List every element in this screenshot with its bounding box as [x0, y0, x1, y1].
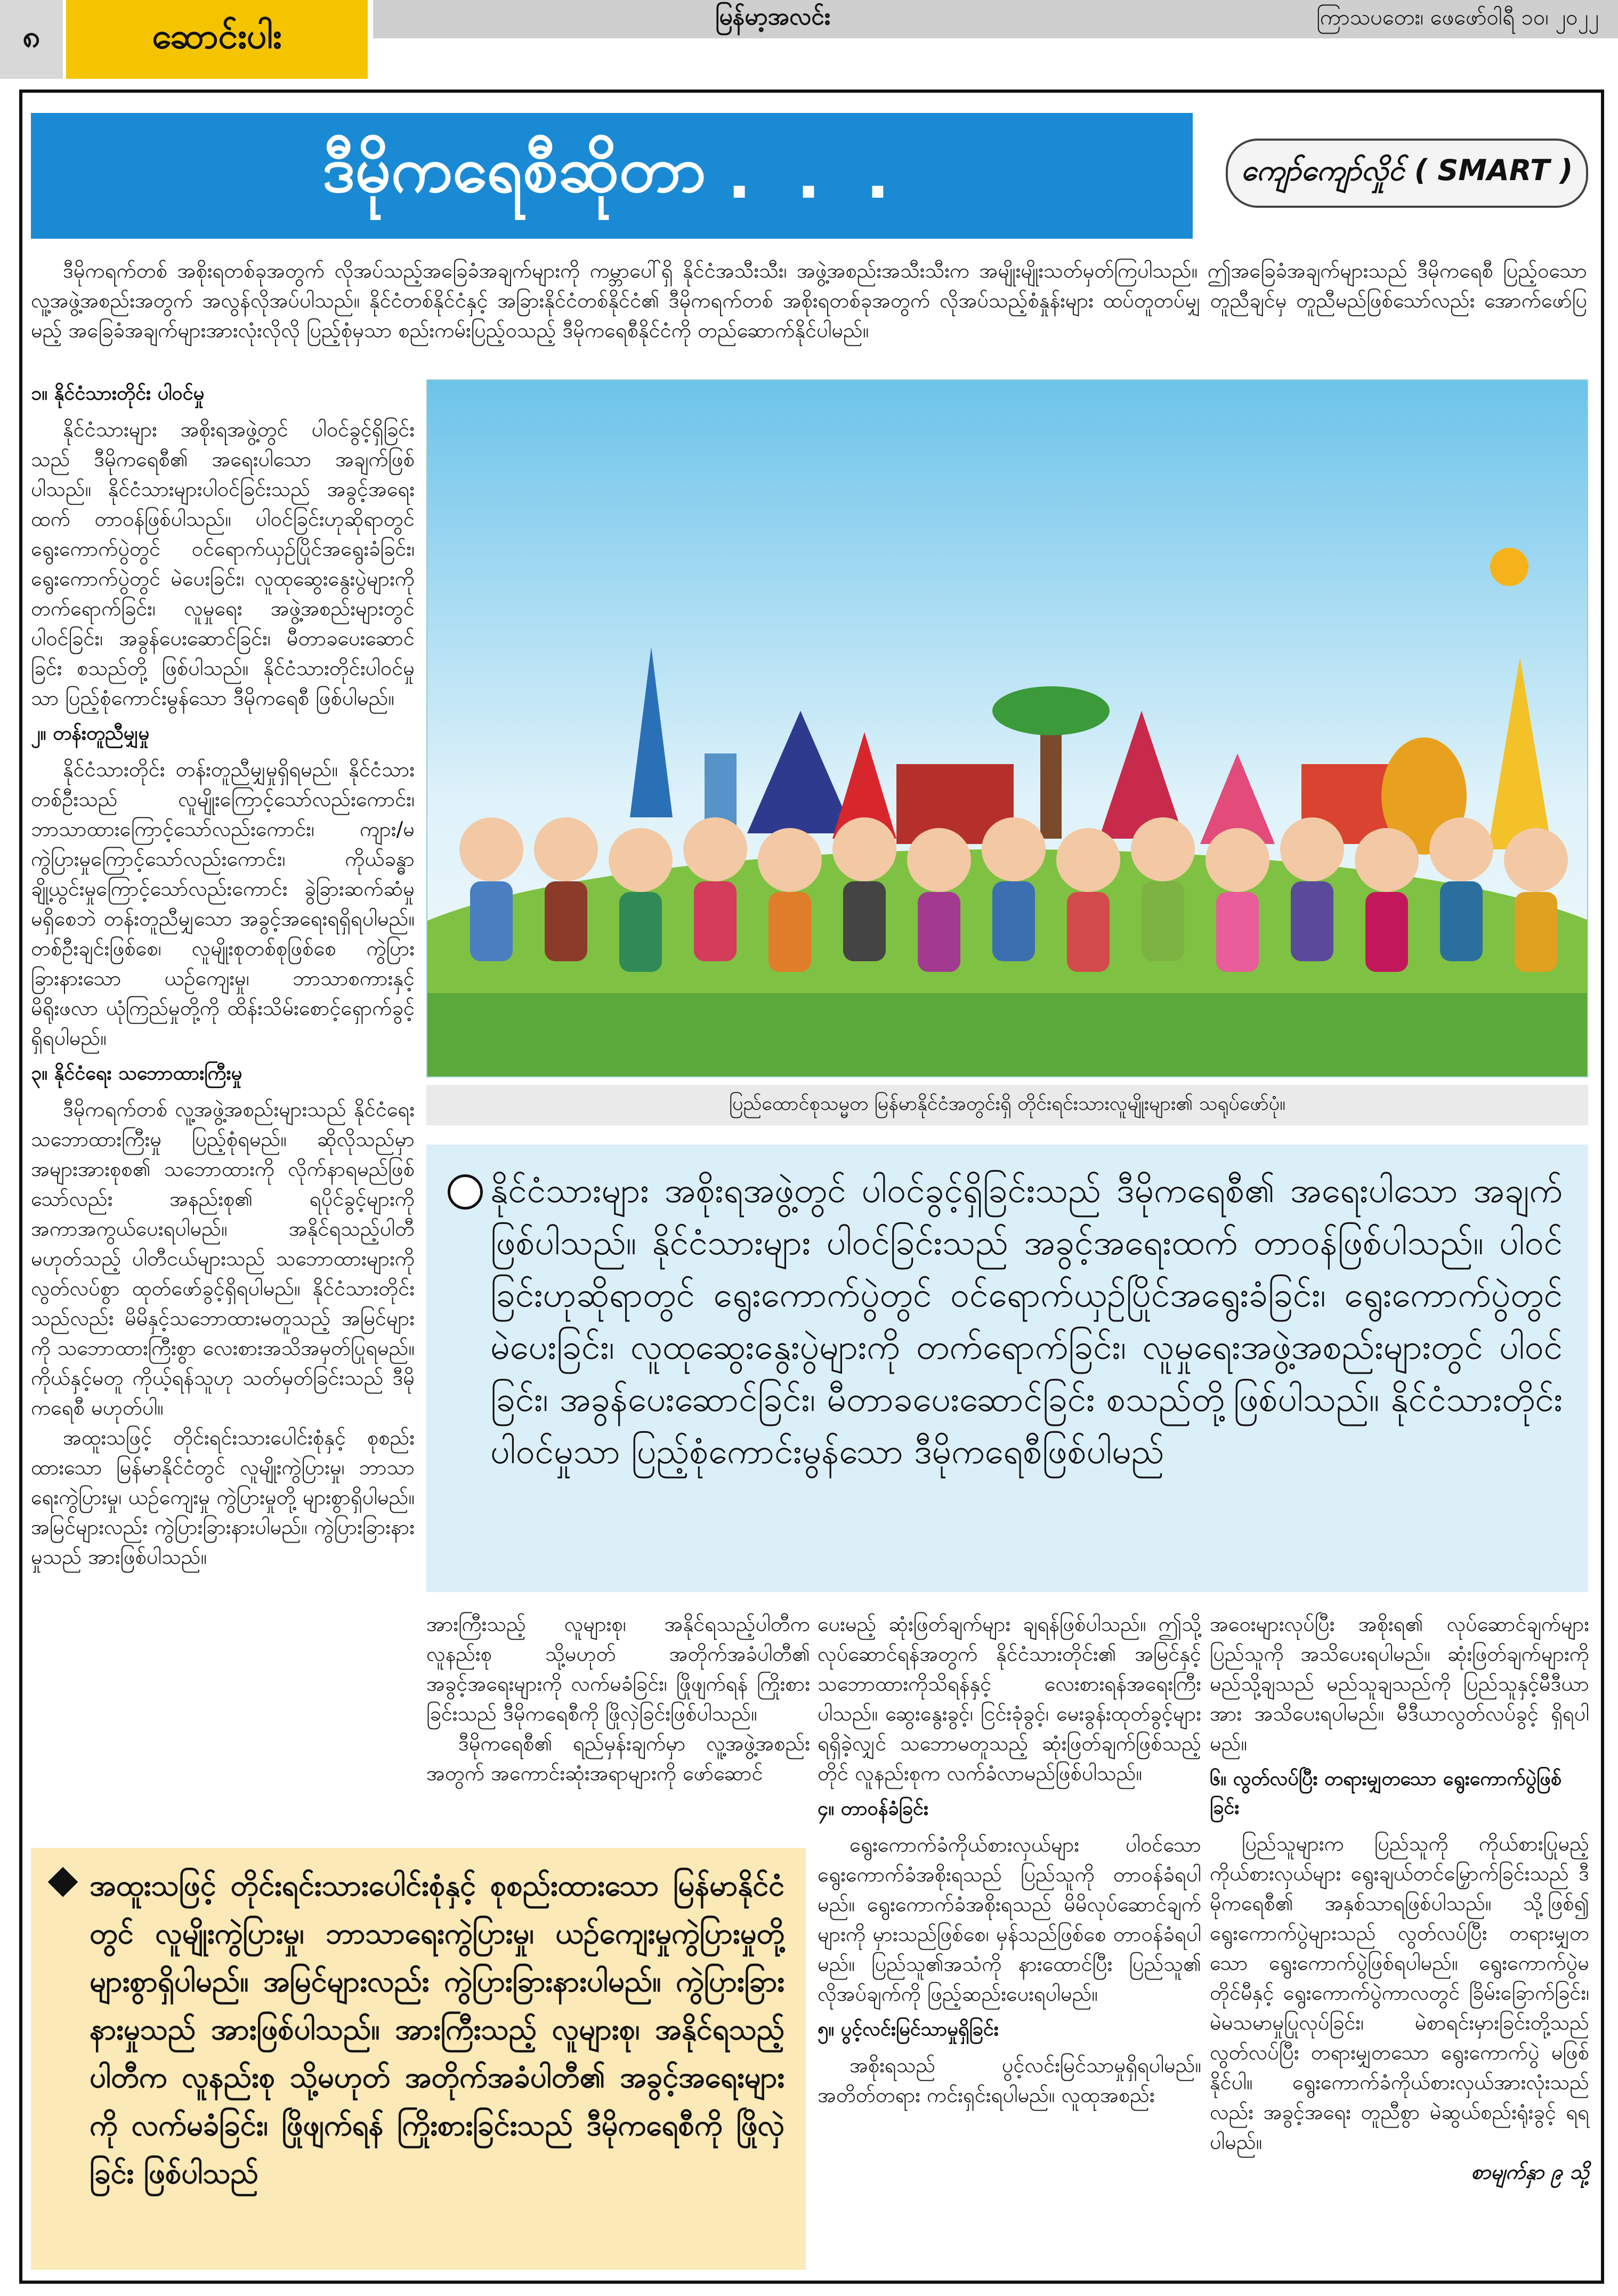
section-4-body: ရွေးကောက်ခံကိုယ်စားလှယ်များ ပါဝင်သော ရွေးကောက်ခံအစိုးရသည် ပြည်သူကို တာဝန်ခံရပါမည်။ ရွေးကောက်ခံအစိုးရသည် မိမိလုပ်ဆောင်ချက်များကို မှားသည်ဖြစ်စေ၊ မှန်သည်ဖြစ်စေ တာဝန်ခံရပါမည်။ ပြည်သူ၏အသံကို နားထောင်ပြီး ပြည်သူ၏ လိုအပ်ချက်ကို ဖြည့်ဆည်းပေးရပါမည်။ [818, 1833, 1201, 2006]
ethnic-groups-illustration [426, 379, 1588, 1077]
pull-quote-1 [426, 1145, 1588, 1592]
sun-icon [1490, 548, 1528, 586]
intro-paragraph: ဒီမိုကရက်တစ် အစိုးရတစ်ခုအတွက် လိုအပ်သည့်အခြေခံအချက်များကို ကမ္ဘာပေါ်ရှိ နိုင်ငံအသီးသီး၊ အဖွဲ့အစည်းအသီးသီးက အမျိုးမျိုးသတ်မှတ်ကြပါသည်။ ဤအခြေခံအချက်များသည် ဒီမိုကရေစီ ပြည့်ဝသော လူ့အဖွဲ့အစည်းအတွက် အလွန်လိုအပ်ပါသည်။ နိုင်ငံတစ်နိုင်ငံနှင့် အခြားနိုင်ငံတစ်နိုင်ငံ၏ ဒီမိုကရက်တစ် အစိုးရတစ်ခုအတွက် လိုအပ်သည့်စံနှုန်းများ ထပ်တူတပ်မျှ တူညီချင်မှ တူညီမည်ဖြစ်သော်လည်း အောက်ဖော်ပြမည့် အခြေခံအချက်များအားလုံးလိုလို ပြည့်စုံမှသာ စည်းကမ်းပြည့်ဝသည့် ဒီမိုကရေစီနိုင်ငံကို တည်ဆောက်နိုင်ပါမည်။ [31, 259, 1587, 342]
column-2-text: အားကြီးသည့် လူများစု၊ အနိုင်ရသည့်ပါတီက လူနည်းစု သို့မဟုတ် အတိုက်အခံပါတီ၏ အခွင့်အရေးများကို လက်မခံခြင်း၊ ဖြိုဖျက်ရန် ကြိုးစားခြင်းသည် ဒီမိုကရေစီကို ဖြိုလှဲခြင်းဖြစ်ပါသည်။ [426, 1612, 810, 1725]
section-2-heading: ၂။ တန်းတူညီမျှမှု [31, 723, 150, 744]
section-tag: ဆောင်းပါး [66, 0, 368, 79]
pull-quote-2-text: အထူးသဖြင့် တိုင်းရင်းသားပေါင်းစုံနှင့် စုစည်းထားသော မြန်မာနိုင်ငံတွင် လူမျိုးကွဲပြားမှု၊ ဘာသာရေးကွဲပြားမှု၊ ယဉ်ကျေးမှုကွဲပြားမှုတို့ များစွာရှိပါမည်။ အမြင်များလည်း ကွဲပြားခြားနားပါမည်။ ကွဲပြားခြားနားမှုသည် အားဖြစ်ပါသည်။ အားကြီးသည့် လူများစု၊ အနိုင်ရသည့် ပါတီက လူနည်းစု သို့မဟုတ် အတိုက်အခံပါတီ၏ အခွင့်အရေးများကို လက်မခံခြင်း၊ ဖြိုဖျက်ရန် ကြိုးစားခြင်းသည် ဒီမိုကရေစီကို ဖြိုလှဲခြင်း ဖြစ်ပါသည် [90, 1869, 784, 2190]
circle-bullet-icon [448, 1174, 483, 1210]
pull-quote-1-text: နိုင်ငံသားများ အစိုးရအဖွဲ့တွင် ပါဝင်ခွင့်ရှိခြင်းသည် ဒီမိုကရေစီ၏ အရေးပါသော အချက်ဖြစ်ပါသည်။ နိုင်ငံသားများ ပါဝင်ခြင်းသည် အခွင့်အရေးထက် တာဝန်ဖြစ်ပါသည်။ ပါဝင်ခြင်းဟုဆိုရာတွင် ရွေးကောက်ပွဲတွင် ဝင်ရောက်ယှဉ်ပြိုင်အရွေးခံခြင်း၊ ရွေးကောက်ပွဲတွင် မဲပေးခြင်း၊ လူထုဆွေးနွေးပွဲများကို တက်ရောက်ခြင်း၊ လူမှုရေးအဖွဲ့အစည်းများတွင် ပါဝင်ခြင်း၊ အခွန်ပေးဆောင်ခြင်း၊ မီတာခပေးဆောင်ခြင်း စသည်တို့ဖြစ်ပါသည်။ နိုင်ငံသားတိုင်းပါဝင်မှုသာ ပြည့်စုံကောင်းမွန်သော ဒီမိုကရေစီဖြစ်ပါမည် [490, 1171, 1563, 1472]
section-3-body: ဒီမိုကရက်တစ် လူ့အဖွဲ့အစည်းများသည် နိုင်ငံရေး သဘောထားကြီးမှု ပြည့်စုံရမည်။ ဆိုလိုသည်မှာ အများအားစုစ၏ သဘောထားကို လိုက်နာရမည်ဖြစ်သော်လည်း အနည်းစု၏ ရပိုင်ခွင့်များကို အကာအကွယ်ပေးရပါမည်။ အနိုင်ရသည့်ပါတီ မဟုတ်သည့် ပါတီငယ်များသည် သဘောထားများကို လွတ်လပ်စွာ ထုတ်ဖော်ခွင့်ရှိရပါမည်။ နိုင်ငံသားတိုင်းသည်လည်း မိမိနှင့်သဘောထားမတူသည့် အမြင်များကို သဘောထားကြီးစွာ လေးစားအသိအမှတ်ပြုရမည်။ ကိုယ်နှင့်မတူ ကိုယ့်ရန်သူဟု သတ်မှတ်ခြင်းသည် ဒီမိုကရေစီ မဟုတ်ပါ။ [31, 1098, 415, 1419]
pull-quote-2 [31, 1848, 806, 2270]
section-2-body: နိုင်ငံသားတိုင်း တန်းတူညီမျှမှုရှိရမည်။ နိုင်ငံသားတစ်ဦးသည် လူမျိုးကြောင့်သော်လည်းကောင်း၊ ဘာသာထားကြောင့်သော်လည်းကောင်း၊ ကျား/မ ကွဲပြားမှုကြောင့်သော်လည်းကောင်း၊ ကိုယ်ခန္ဓာ ချို့ယွင်းမှုကြောင့်သော်လည်းကောင်း ခွဲခြားဆက်ဆံမှုမရှိစေဘဲ တန်းတူညီမျှသော အခွင့်အရေးရရှိရပါမည်။ တစ်ဦးချင်းဖြစ်စေ၊ လူမျိုးစုတစ်စုဖြစ်စေ ကွဲပြားခြားနားသော ယဉ်ကျေးမှု၊ ဘာသာစကားနှင့် မိရိုးဖလာ ယုံကြည်မှုတို့ကို ထိန်းသိမ်းစောင့်ရှောက်ခွင့်ရှိရပါမည်။ [31, 758, 415, 1050]
section-1-body: နိုင်ငံသားများ အစိုးရအဖွဲ့တွင် ပါဝင်ခွင့်ရှိခြင်းသည် ဒီမိုကရေစီ၏ အရေးပါသော အချက်ဖြစ်ပါသည်။ နိုင်ငံသားများပါဝင်ခြင်းသည် အခွင့်အရေးထက် တာဝန်ဖြစ်ပါသည်။ ပါဝင်ခြင်းဟုဆိုရာတွင် ရွေးကောက်ပွဲတွင် ဝင်ရောက်ယှဉ်ပြိုင်အရွေးခံခြင်း၊ ရွေးကောက်ပွဲတွင် မဲပေးခြင်း၊ လူထုဆွေးနွေးပွဲများကို တက်ရောက်ခြင်း၊ လူမှုရေး အဖွဲ့အစည်းများတွင် ပါဝင်ခြင်း၊ အခွန်ပေးဆောင်ခြင်း၊ မီတာခပေးဆောင်ခြင်း စသည်တို့ ဖြစ်ပါသည်။ နိုင်ငံသားတိုင်းပါဝင်မှုသာ ပြည့်စုံကောင်းမွန်သော ဒီမိုကရေစီ ဖြစ်ပါမည်။ [31, 418, 415, 710]
section-4-heading: ၄။ တာဝန်ခံခြင်း [818, 1798, 929, 1820]
continued-note: စာမျက်နှာ ၉ သို့ [1471, 2160, 1589, 2184]
article-title [31, 113, 1193, 239]
palm-trunk [1040, 721, 1062, 839]
section-6-heading: ၆။ လွတ်လပ်ပြီး တရားမျှတသော ရွေးကောက်ပွဲဖြစ်ခြင်း [1210, 1768, 1562, 1819]
section-1-heading: ၁။ နိုင်ငံသားတိုင်း ပါဝင်မှု [31, 383, 205, 404]
page-number: ၈ [0, 0, 63, 79]
section-3-body-continued: အထူးသဖြင့် တိုင်းရင်းသားပေါင်းစုံနှင့် စုစည်းထားသော မြန်မာနိုင်ငံတွင် လူမျိုးကွဲပြားမှု၊ ဘာသာရေးကွဲပြားမှု၊ ယဉ်ကျေးမှု ကွဲပြားမှုတို့ များစွာရှိပါမည်။ အမြင်များလည်း ကွဲပြားခြားနားပါမည်။ ကွဲပြားခြားနားမှုသည် အားဖြစ်ပါသည်။ [31, 1426, 415, 1569]
author-byline: ကျော်ကျော်လှိုင် ( SMART ) [1226, 139, 1588, 208]
photo-caption: ပြည်ထောင်စုသမ္မတ မြန်မာနိုင်ငံအတွင်းရှိ တိုင်းရင်းသားလူမျိုးများ၏ သရုပ်ဖော်ပုံ။ [426, 1085, 1588, 1125]
issue-date: ကြာသပတေး၊ ဖေဖော်ဝါရီ ၁၀၊ ၂၀၂၂ [1316, 5, 1599, 30]
column-3-text: ပေးမည့် ဆုံးဖြတ်ချက်များ ချရန်ဖြစ်ပါသည်။ ဤသို့ လုပ်ဆောင်ရန်အတွက် နိုင်ငံသားတိုင်း၏ အမြင်နှင့် သဘောထားကိုသိရန်နှင့် လေးစားရန်အရေးကြီးပါသည်။ ဆွေးနွေးခွင့်၊ ငြင်းခုံခွင့်၊ မေးခွန်းထုတ်ခွင့်များရရှိခဲ့လျှင် သဘောမတူသည့် ဆုံးဖြတ်ချက်ဖြစ်သည့်တိုင် လူနည်းစုက လက်ခံလာမည်ဖြစ်ပါသည်။ [818, 1612, 1201, 1785]
column-4-text: အဝေးများလုပ်ပြီး အစိုးရ၏ လုပ်ဆောင်ချက်များ ပြည်သူကို အသိပေးရပါမည်။ ဆုံးဖြတ်ချက်များကို မည်သို့ချသည် မည်သူချသည်ကို ပြည်သူနှင့်မီဒီယာအား အသိပေးရပါမည်။ မီဒီယာလွတ်လပ်ခွင့် ရှိရပါမည်။ [1210, 1612, 1589, 1755]
column-1 [31, 373, 415, 1572]
column-2 [426, 1609, 810, 1788]
column-3 [818, 1609, 1201, 2110]
section-5-body: အစိုးရသည် ပွင့်လင်းမြင်သာမှုရှိရပါမည်။ အတိတ်တရား ကင်းရှင်းရပါမည်။ လူထုအစည်း [818, 2054, 1201, 2107]
title-text: ဒီမိုကရေစီဆိုတာ [322, 133, 706, 206]
palm-leaves [992, 686, 1110, 735]
newspaper-name: မြန်မာ့အလင်း [715, 3, 830, 30]
section-5-heading: ၅။ ပွင့်လင်းမြင်သာမှုရှိခြင်း [818, 2018, 999, 2040]
column-4 [1210, 1609, 1589, 2187]
illustration-svg [427, 380, 1588, 1077]
title-ellipsis: . . . [727, 139, 902, 213]
cartoon-people [459, 817, 1568, 972]
column-2-text-2: ဒီမိုကရေစီ၏ ရည်မှန်းချက်မှာ လူ့အဖွဲ့အစည်းအတွက် အကောင်းဆုံးအရာများကို ဖော်ဆောင် [426, 1732, 810, 1785]
building-silhouette [705, 753, 737, 828]
section-3-heading: ၃။ နိုင်ငံရေး သဘောထားကြီးမှု [31, 1062, 242, 1084]
section-6-body: ပြည်သူများက ပြည်သူကို ကိုယ်စားပြုမည့် ကိုယ်စားလှယ်များ ရွေးချယ်တင်မြှောက်ခြင်းသည် ဒီမိုကရေစီ၏ အနှစ်သာရဖြစ်ပါသည်။ သို့ဖြစ်၍ ရွေးကောက်ပွဲများသည် လွတ်လပ်ပြီး တရားမျှတသော ရွေးကောက်ပွဲဖြစ်ရပါမည်။ ရွေးကောက်ပွဲမတိုင်မီနှင့် ရွေးကောက်ပွဲကာလတွင် ခြိမ်းခြောက်ခြင်း၊ မဲမသမာမှုပြုလုပ်ခြင်း၊ မဲစာရင်းမှားခြင်းတို့သည် လွတ်လပ်ပြီး တရားမျှတသော ရွေးကောက်ပွဲ မဖြစ်နိုင်ပါ။ ရွေးကောက်ခံကိုယ်စားလှယ်အားလုံးသည်လည်း အခွင့်အရေး တူညီစွာ မဲဆွယ်စည်းရုံးခွင့် ရရပါမည်။ [1210, 1832, 1589, 2154]
grass-ground [427, 993, 1588, 1077]
